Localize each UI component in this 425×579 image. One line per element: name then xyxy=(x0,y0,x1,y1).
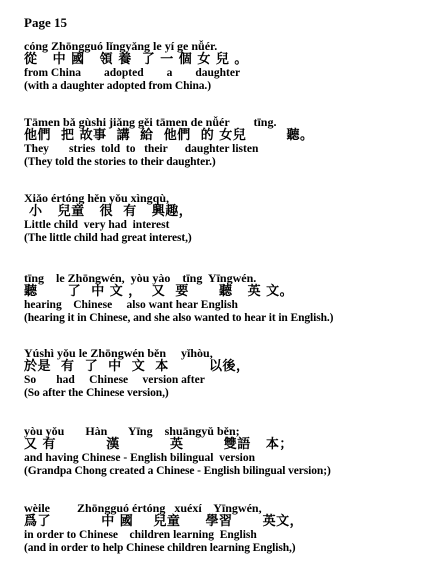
pinyin-line: cóng Zhōngguó lǐngyǎng le yí ge nǚér. xyxy=(24,39,218,53)
gloss-line: in order to Chinese children learning English xyxy=(24,529,257,541)
stanza-2 xyxy=(24,116,419,169)
translation-line: (with a daughter adopted from China.) xyxy=(24,80,211,92)
hanzi-line: 小 兒童 很 有 興趣， xyxy=(24,204,193,219)
gloss-line: So had Chinese version after xyxy=(24,374,205,386)
translation-line: (and in order to help Chinese children learning English,) xyxy=(24,542,296,554)
gloss-line: Little child very had interest xyxy=(24,219,170,231)
stanza-6 xyxy=(24,425,419,478)
pinyin-line: wèile Zhōngguó értóng xuéxí Yīngwén, xyxy=(24,501,262,515)
hanzi-line: 又 有 漢 英 雙語 本； xyxy=(24,437,293,452)
pinyin-line: Xiǎo értóng hěn yǒu xìngqù, xyxy=(24,191,170,205)
pinyin-line: yòu yǒu Hàn Yīng shuāngyǔ běn; xyxy=(24,424,240,438)
pinyin-line: Tāmen bǎ gùshi jiǎng gěi tāmen de nǚér tīng. xyxy=(24,115,277,129)
translation-line: (The little child had great interest,) xyxy=(24,232,192,244)
gloss-line: from China adopted a daughter xyxy=(24,67,241,79)
hanzi-line: 他們 把 故事 講 給 他們 的 女兒 聽。 xyxy=(24,128,314,143)
hanzi-line: 爲了 中 國 兒童 學習 英文， xyxy=(24,514,304,529)
translation-line: (They told the stories to their daughter.) xyxy=(24,156,216,168)
stanza-4 xyxy=(24,272,419,325)
hanzi-line: 從 中 國 領 養 了 一 個 女 兒 。 xyxy=(24,52,248,67)
gloss-line: They stries told to their daughter listen xyxy=(24,143,259,155)
pinyin-line: Yúshì yǒu le Zhōngwén běn yǐhòu, xyxy=(24,346,213,360)
pinyin-line: tīng le Zhōngwén, yòu yào tīng Yīngwén. xyxy=(24,271,257,285)
hanzi-line: 於是 有 了 中 文 本 以後， xyxy=(24,359,250,374)
hanzi-line: 聽 了 中 文 ， 又 要 聽 英 文。 xyxy=(24,284,294,299)
translation-line: (Grandpa Chong created a Chinese - English bilingual version;) xyxy=(24,465,331,477)
translation-line: (hearing it in Chinese, and she also wanted to hear it in English.) xyxy=(24,312,334,324)
gloss-line: and having Chinese - English bilingual version xyxy=(24,452,256,464)
gloss-line: hearing Chinese also want hear English xyxy=(24,299,238,311)
stanza-3 xyxy=(24,192,419,245)
stanza-1 xyxy=(24,40,419,93)
translation-line: (So after the Chinese version,) xyxy=(24,387,169,399)
stanza-7 xyxy=(24,502,419,555)
page-number: Page 15 xyxy=(24,15,67,30)
stanza-5 xyxy=(24,347,419,400)
